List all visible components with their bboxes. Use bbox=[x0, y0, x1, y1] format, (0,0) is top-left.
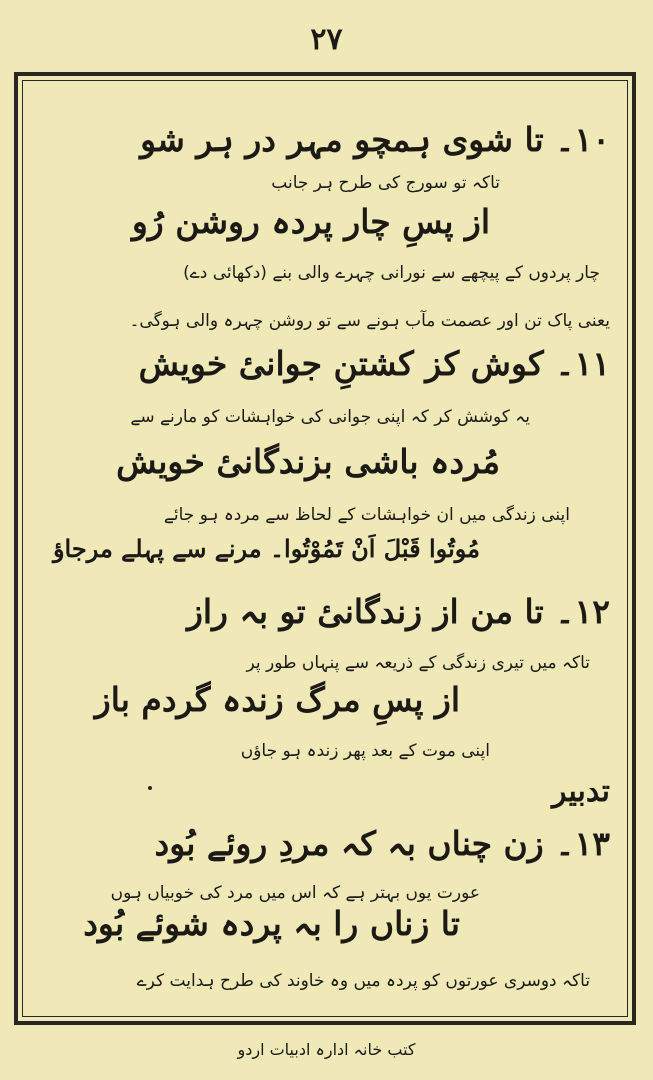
page-number: ۲۷ bbox=[310, 22, 343, 57]
verse-line: تا زناں را بہ پردہ شوئے بُود bbox=[83, 904, 460, 943]
section-heading: تدبیر bbox=[551, 774, 610, 809]
library-stamp: کتب خانہ ادارہ ادبیات اردو bbox=[237, 1040, 416, 1059]
verse-line: ۱۲۔ تا من از زندگانیٔ تو بہ راز bbox=[186, 592, 610, 631]
translation-line: اپنی موت کے بعد پھر زندہ ہو جاؤں bbox=[240, 741, 490, 761]
translation-line: تاکہ دوسری عورتوں کو پردہ میں وہ خاوند کی طرح ہدایت کرے bbox=[136, 971, 590, 991]
ink-dot bbox=[148, 786, 152, 790]
translation-line: یعنی پاک تن اور عصمت مآب ہونے سے تو روشن چہرہ والی ہوگی۔ bbox=[129, 311, 610, 331]
verse-line: ۱۳۔ زن چناں بہ کہ مردِ روئے بُود bbox=[154, 824, 610, 863]
verse-line: مُردہ باشی بزندگانیٔ خویش bbox=[116, 442, 500, 481]
translation-line: عورت یوں بہتر ہے کہ اس میں مرد کی خوبیاں ہوں bbox=[110, 883, 480, 903]
verse-line: ۱۰۔ تا شوی ہمچو مہر در ہر شو bbox=[140, 120, 610, 159]
verse-line: ۱۱۔ کوش کز کشتنِ جوانیٔ خویش bbox=[138, 344, 610, 383]
verse-line: از پسِ مرگ زندہ گردم باز bbox=[94, 680, 460, 719]
poem-body bbox=[40, 92, 610, 1012]
verse-line: از پسِ چار پردہ روشن رُو bbox=[131, 202, 490, 241]
translation-line: اپنی زندگی میں ان خواہشات کے لحاظ سے مردہ ہو جائے bbox=[163, 505, 570, 525]
translation-line: تاکہ تو سورج کی طرح ہر جانب bbox=[271, 173, 500, 193]
translation-line: تاکہ میں تیری زندگی کے ذریعہ سے پنہاں طور پر bbox=[246, 653, 590, 673]
translation-line: یہ کوشش کر کہ اپنی جوانی کی خواہشات کو مارنے سے bbox=[130, 407, 530, 427]
arabic-saying-line: مُوتُوا قَبْلَ اَنْ تَمُوْتُوا۔ مرنے سے پہلے مرجاؤ bbox=[52, 534, 480, 563]
translation-line: چار پردوں کے پیچھے سے نورانی چہرے والی بنے (دکھائی دے) bbox=[183, 263, 600, 283]
